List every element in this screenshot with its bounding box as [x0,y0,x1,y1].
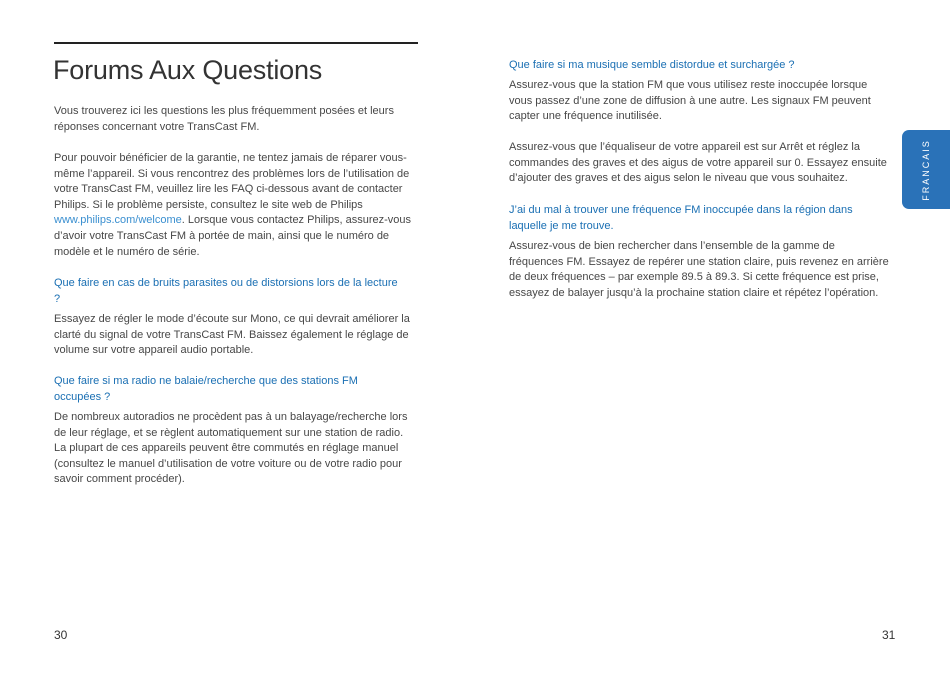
warranty-text-before-link: Pour pouvoir bénéficier de la garantie, ne tentez jamais de réparer vous-même l’appareil. Si vous rencontrez des problèmes lors de l’utilisation de votre TransCast FM, veuillez lire les FAQ ci-dessous avant de contacter Philips. Si le problème persiste, consultez le site web de Philips [54,152,410,211]
philips-website-link[interactable]: www.philips.com/welcome [54,214,182,227]
page-number-left: 30 [54,628,68,642]
warranty-paragraph [54,151,418,260]
intro-paragraph: Vous trouverez ici les questions les plus fréquemment posées et leurs réponses concernant votre TransCast FM. [54,105,394,133]
page-number-right: 31 [882,628,896,642]
language-tab-label: FRANCAIS [921,138,931,201]
language-tab [902,130,950,209]
warranty-text-after-link: . Lorsque vous contactez Philips, assurez-vous d’avoir votre TransCast FM à portée de main, ainsi que le numéro de modèle et le numéro de série. [54,214,412,258]
faq-question: Que faire si ma musique semble distordue et surchargée ? [509,59,795,71]
title-rule [54,42,418,44]
faq-question: Que faire si ma radio ne balaie/recherche que des stations FM occupées ? [54,375,358,403]
faq-answer: Assurez-vous que l’équaliseur de votre appareil est sur Arrêt et réglez la commandes des graves et des aigus de votre appareil sur 0. Essayez ensuite d’ajouter des graves et des aigus selon le niveau que vous souhaitez. [509,141,887,185]
faq-answer: Assurez-vous que la station FM que vous utilisez reste inoccupée lorsque vous passez d’une zone de diffusion à une autre. Les signaux FM peuvent capter une fréquence inutilisée. [509,79,871,123]
faq-answer: De nombreux autoradios ne procèdent pas à un balayage/recherche lors de leur réglage, et se règlent automatiquement sur une station de radio. La plupart de ces appareils peuvent être commutés en réglage manuel (consultez le manuel d’utilisation de votre voiture ou de votre radio pour savoir comment procéder). [54,411,408,486]
faq-question: Que faire en cas de bruits parasites ou de distorsions lors de la lecture ? [54,277,398,305]
faq-answer: Assurez-vous de bien rechercher dans l’ensemble de la gamme de fréquences FM. Essayez de repérer une station claire, puis revenez en arrière de deux fréquences – par exemple 89.5 à 89.3. Si cette fréquence est prise, essayez de balayer jusqu’à la prochaine station claire et répétez l’opération. [509,240,889,299]
faq-question: J’ai du mal à trouver une fréquence FM inoccupée dans la région dans laquelle je me trouve. [509,204,853,232]
page-title: Forums Aux Questions [53,55,323,85]
faq-answer: Essayez de régler le mode d’écoute sur Mono, ce qui devrait améliorer la clarté du signal de votre TransCast FM. Baissez également le réglage de volume sur votre appareil audio portable. [54,313,410,357]
